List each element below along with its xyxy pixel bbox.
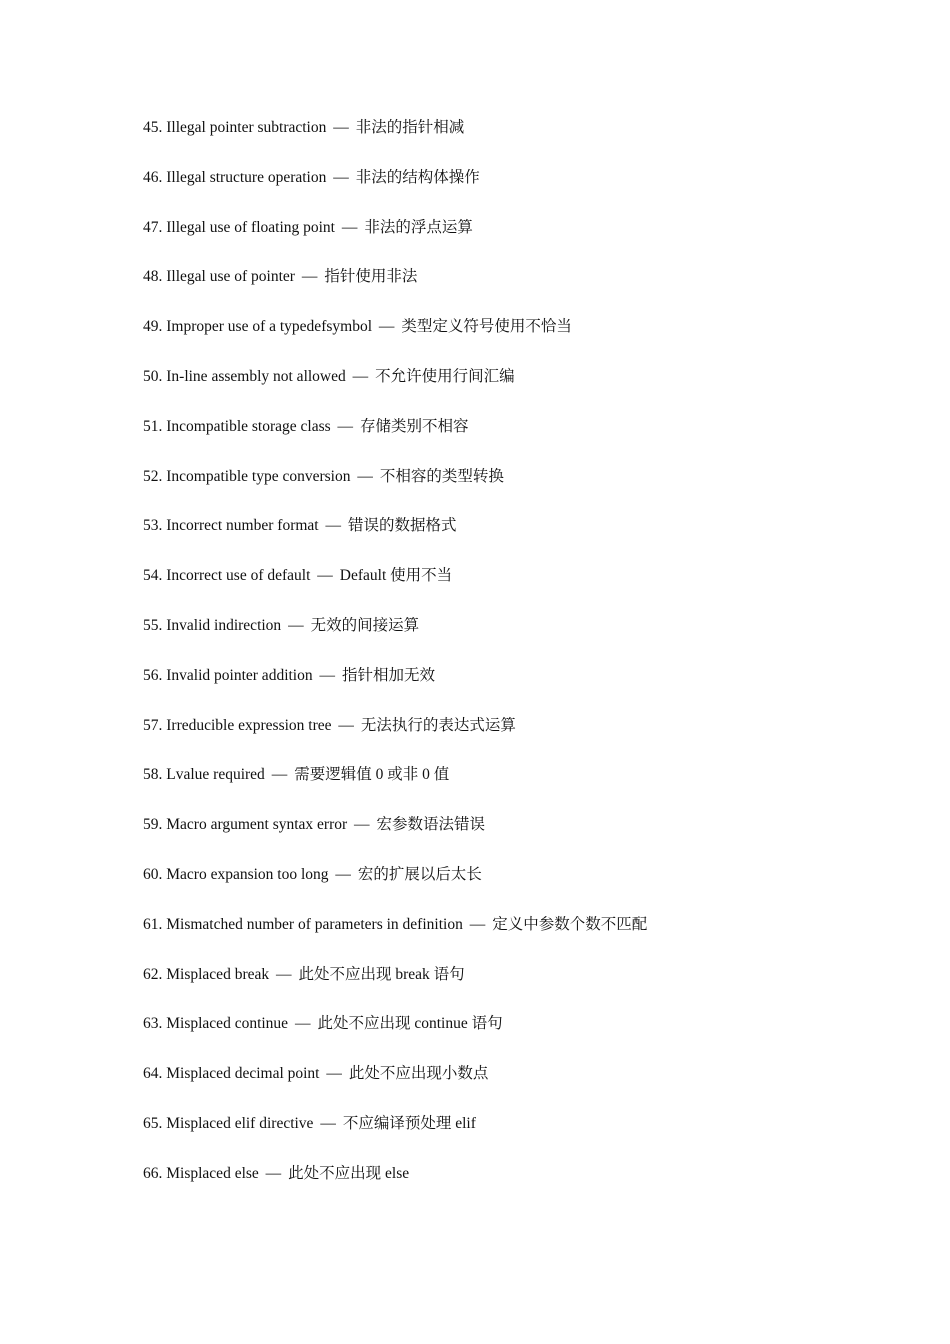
list-item bbox=[143, 516, 647, 566]
list-item bbox=[143, 317, 647, 367]
entry-number: 62. bbox=[143, 965, 163, 983]
entry-separator: — bbox=[276, 965, 292, 983]
entry-chinese-translation: 定义中参数个数不匹配 bbox=[492, 915, 648, 933]
entry-separator: — bbox=[288, 616, 304, 634]
entry-number: 61. bbox=[143, 915, 163, 933]
entry-chinese-translation: 宏的扩展以后太长 bbox=[357, 865, 482, 883]
entry-separator: — bbox=[354, 816, 370, 834]
entry-chinese-translation: 指针相加无效 bbox=[341, 666, 435, 684]
entry-number: 54. bbox=[143, 567, 163, 585]
entry-chinese-translation: 非法的指针相减 bbox=[355, 119, 465, 136]
entry-english-message: Misplaced elif directive bbox=[166, 1114, 314, 1132]
entry-chinese-translation: 宏参数语法错误 bbox=[376, 816, 486, 834]
entry-number: 45. bbox=[143, 119, 163, 136]
entry-english-message: Improper use of a typedefsymbol bbox=[166, 318, 372, 336]
entry-number: 66. bbox=[143, 1164, 163, 1182]
list-item bbox=[143, 467, 647, 517]
list-item bbox=[143, 168, 647, 218]
entry-number: 50. bbox=[143, 367, 163, 385]
entry-chinese-translation: 不应编译预处理 elif bbox=[342, 1114, 476, 1132]
entry-english-message: Invalid indirection bbox=[166, 616, 282, 634]
list-item bbox=[143, 616, 647, 666]
entry-number: 52. bbox=[143, 467, 163, 485]
entry-chinese-translation: 错误的数据格式 bbox=[347, 517, 457, 535]
entry-number: 55. bbox=[143, 616, 163, 634]
entry-english-message: Illegal use of floating point bbox=[166, 218, 335, 236]
entry-chinese-translation: 无效的间接运算 bbox=[310, 616, 420, 634]
entry-number: 58. bbox=[143, 766, 163, 784]
list-item bbox=[143, 815, 647, 865]
entry-english-message: Irreducible expression tree bbox=[166, 716, 332, 734]
entry-english-message: Incompatible type conversion bbox=[166, 467, 351, 485]
entry-separator: — bbox=[271, 766, 288, 784]
entry-separator: — bbox=[333, 119, 349, 136]
entry-separator: — bbox=[333, 168, 349, 186]
entry-separator: — bbox=[325, 517, 341, 535]
list-item bbox=[143, 267, 647, 317]
list-item bbox=[143, 765, 647, 815]
entry-separator: — bbox=[320, 1114, 336, 1132]
entry-separator: — bbox=[326, 1065, 342, 1083]
list-item bbox=[143, 666, 647, 716]
list-item bbox=[143, 1064, 647, 1114]
entry-english-message: Misplaced decimal point bbox=[166, 1065, 320, 1083]
entry-number: 60. bbox=[143, 865, 163, 883]
list-item bbox=[143, 566, 647, 616]
entry-english-message: Lvalue required bbox=[166, 766, 265, 784]
list-item bbox=[143, 865, 647, 915]
entry-chinese-translation: 指针使用非法 bbox=[324, 268, 418, 286]
entry-separator: — bbox=[337, 417, 354, 435]
entry-separator: — bbox=[335, 865, 351, 883]
entry-number: 51. bbox=[143, 417, 163, 435]
entry-number: 49. bbox=[143, 318, 163, 336]
entry-separator: — bbox=[357, 467, 373, 485]
entry-chinese-translation: 不相容的类型转换 bbox=[379, 467, 504, 485]
list-item bbox=[143, 1014, 647, 1064]
list-item bbox=[143, 118, 647, 168]
entry-english-message: Macro argument syntax error bbox=[166, 816, 348, 834]
entry-english-message: Mismatched number of parameters in definition bbox=[166, 915, 463, 933]
list-item bbox=[143, 367, 647, 417]
entry-number: 57. bbox=[143, 716, 163, 734]
entry-number: 59. bbox=[143, 816, 163, 834]
entry-chinese-translation: 需要逻辑值 0 或非 0 值 bbox=[294, 766, 450, 784]
entry-separator: — bbox=[317, 567, 333, 585]
entry-number: 63. bbox=[143, 1015, 163, 1033]
entry-number: 56. bbox=[143, 666, 163, 684]
entry-chinese-translation: 无法执行的表达式运算 bbox=[360, 716, 516, 734]
entry-separator: — bbox=[469, 915, 486, 933]
entry-english-message: Incorrect use of default bbox=[166, 567, 311, 585]
entry-chinese-translation: 非法的浮点运算 bbox=[364, 218, 473, 236]
entry-chinese-translation: Default 使用不当 bbox=[339, 567, 453, 585]
list-item bbox=[143, 915, 647, 965]
entry-english-message: Misplaced break bbox=[166, 965, 270, 983]
entry-english-message: Incompatible storage class bbox=[166, 417, 331, 435]
entry-separator: — bbox=[338, 716, 354, 734]
entry-english-message: Illegal structure operation bbox=[166, 168, 327, 186]
entry-chinese-translation: 存储类别不相容 bbox=[360, 417, 469, 435]
entry-chinese-translation: 此处不应出现 else bbox=[288, 1164, 410, 1182]
entry-english-message: In-line assembly not allowed bbox=[166, 367, 346, 385]
entry-chinese-translation: 类型定义符号使用不恰当 bbox=[401, 318, 572, 336]
entry-chinese-translation: 非法的结构体操作 bbox=[355, 168, 480, 186]
entry-separator: — bbox=[319, 666, 335, 684]
entry-separator: — bbox=[265, 1164, 282, 1182]
list-item bbox=[143, 1164, 647, 1214]
entry-separator: — bbox=[341, 218, 358, 236]
entry-separator: — bbox=[378, 318, 395, 336]
entry-english-message: Misplaced continue bbox=[166, 1015, 289, 1033]
entry-english-message: Illegal use of pointer bbox=[166, 268, 295, 286]
entry-chinese-translation: 此处不应出现小数点 bbox=[348, 1065, 489, 1083]
entry-number: 46. bbox=[143, 168, 163, 186]
list-item bbox=[143, 417, 647, 467]
list-item bbox=[143, 218, 647, 268]
entry-chinese-translation: 不允许使用行间汇编 bbox=[375, 367, 515, 385]
list-item bbox=[143, 716, 647, 766]
entry-number: 47. bbox=[143, 218, 163, 236]
entry-number: 64. bbox=[143, 1065, 163, 1083]
error-message-list bbox=[143, 118, 647, 1214]
entry-english-message: Incorrect number format bbox=[166, 517, 319, 535]
entry-chinese-translation: 此处不应出现 continue 语句 bbox=[317, 1015, 503, 1033]
entry-separator: — bbox=[301, 268, 318, 286]
list-item bbox=[143, 965, 647, 1015]
entry-number: 53. bbox=[143, 517, 163, 535]
entry-english-message: Misplaced else bbox=[166, 1164, 259, 1182]
entry-english-message: Illegal pointer subtraction bbox=[166, 119, 327, 136]
entry-separator: — bbox=[294, 1015, 311, 1033]
list-item bbox=[143, 1114, 647, 1164]
entry-number: 48. bbox=[143, 268, 163, 286]
entry-separator: — bbox=[352, 367, 369, 385]
entry-chinese-translation: 此处不应出现 break 语句 bbox=[298, 965, 465, 983]
entry-english-message: Invalid pointer addition bbox=[166, 666, 313, 684]
entry-english-message: Macro expansion too long bbox=[166, 865, 329, 883]
entry-number: 65. bbox=[143, 1114, 163, 1132]
